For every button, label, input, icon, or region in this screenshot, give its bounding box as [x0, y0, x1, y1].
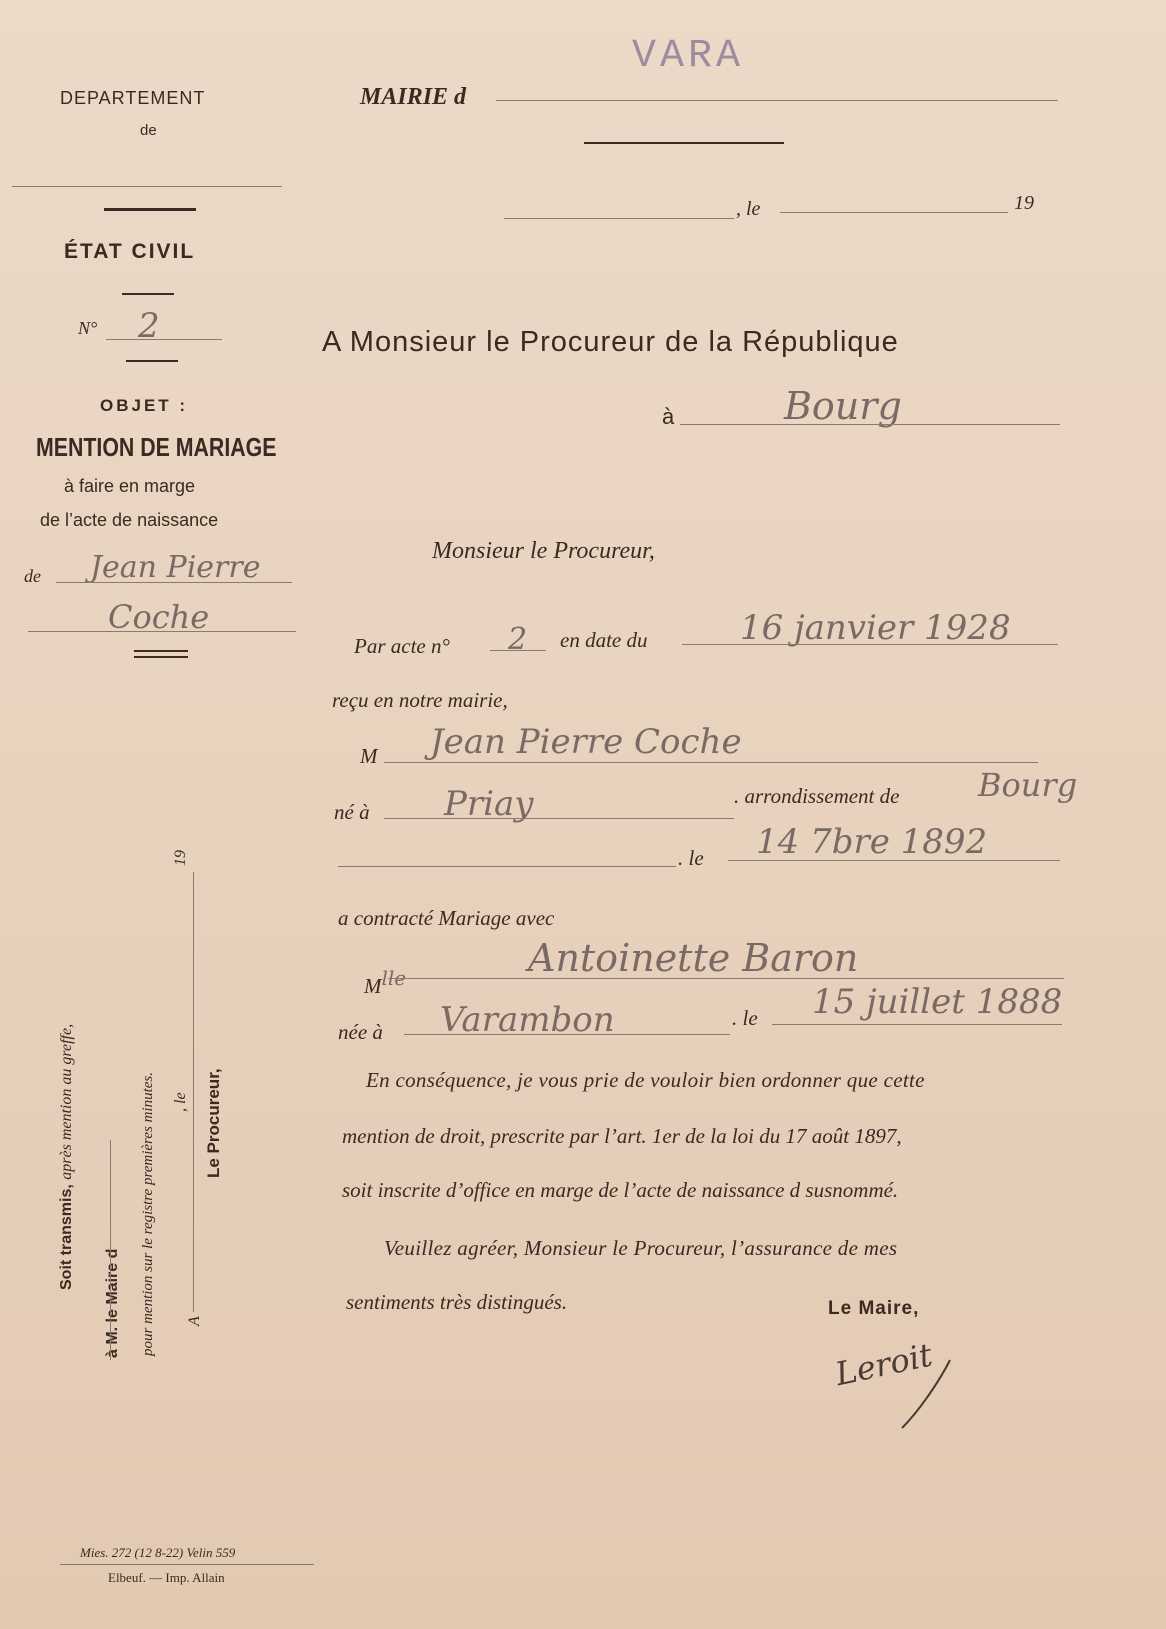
divider	[134, 650, 188, 652]
field-line	[496, 100, 1058, 101]
divider	[584, 142, 784, 144]
rotated-registre: pour mention sur le registre premières minutes.	[140, 1072, 156, 1356]
m-label: M	[360, 744, 378, 768]
field-line	[682, 644, 1058, 645]
name-line1: Jean Pierre	[90, 550, 261, 585]
divider	[126, 360, 178, 362]
mlle-label	[364, 966, 406, 999]
paragraph-line4: Veuillez agréer, Monsieur le Procureur, l’assurance de mes	[384, 1236, 898, 1260]
arrondissement-value: Bourg	[978, 766, 1078, 804]
paragraph-line5: sentiments très distingués.	[346, 1290, 568, 1314]
field-line	[384, 818, 734, 819]
de-name-label: de	[24, 566, 41, 586]
year-label: 19	[1014, 192, 1034, 214]
acte-number: 2	[508, 622, 528, 657]
print-code: Mies. 272 (12 8-22) Velin 559	[80, 1545, 236, 1560]
le-maire-label: Le Maire,	[828, 1298, 920, 1319]
le-bride-label: . le	[732, 1006, 758, 1030]
rotated-transmis	[58, 1024, 76, 1290]
field-line	[404, 1034, 730, 1035]
divider	[12, 186, 282, 187]
field-line	[504, 218, 734, 219]
town-stamp: VARA	[632, 34, 745, 79]
groom-name: Jean Pierre Coche	[430, 722, 742, 762]
mention-heading: MENTION DE MARIAGE	[36, 432, 277, 462]
numero-value: 2	[138, 306, 160, 346]
bride-date-value: 15 juillet 1888	[812, 982, 1063, 1022]
nee-a-label: née à	[338, 1020, 383, 1044]
field-line	[490, 650, 546, 651]
bride-place-value: Varambon	[440, 1000, 615, 1040]
rotated-procureur: Le Procureur,	[204, 1068, 223, 1178]
addressee: A Monsieur le Procureur de la République	[322, 326, 899, 358]
divider	[104, 208, 196, 211]
mayor-signature: Leroit	[832, 1335, 936, 1394]
field-line-vertical	[193, 872, 194, 1312]
paragraph-line1: En conséquence, je vous prie de vouloir bien ordonner que cette	[366, 1068, 925, 1092]
mairie-label: MAIRIE d	[360, 84, 467, 110]
birthplace-value: Priay	[444, 784, 534, 824]
field-line	[384, 762, 1038, 763]
arrondissement-label: . arrondissement de	[734, 784, 900, 808]
field-line	[388, 978, 1064, 979]
field-line	[338, 866, 676, 867]
field-line	[28, 631, 296, 632]
departement-label: DEPARTEMENT	[60, 88, 206, 108]
rotated-maire: à M. le Maire d	[104, 1248, 121, 1358]
etat-civil-heading: ÉTAT CIVIL	[64, 240, 196, 263]
acte-naissance-text: de l’acte de naissance	[40, 510, 219, 530]
field-line	[728, 860, 1060, 861]
field-line	[56, 582, 292, 583]
bride-name: Antoinette Baron	[528, 936, 859, 980]
rotated-transmis-bold: Soit transmis,	[58, 1184, 75, 1290]
ne-a-label: né à	[334, 800, 370, 824]
field-line	[106, 339, 222, 340]
rotated-a-label: A	[186, 1316, 203, 1326]
field-line	[680, 424, 1060, 425]
printer-name: Elbeuf. — Imp. Allain	[108, 1570, 225, 1585]
recu-text: reçu en notre mairie,	[332, 688, 508, 712]
le-birth-label: . le	[678, 846, 704, 870]
birthdate-value: 14 7bre 1892	[756, 822, 988, 862]
paragraph-line2: mention de droit, prescrite par l’art. 1er de la loi du 17 août 1897,	[342, 1124, 902, 1148]
divider	[122, 293, 174, 295]
salutation: Monsieur le Procureur,	[432, 538, 655, 564]
paragraph-line3: soit inscrite d’office en marge de l’acte de naissance d susnommé.	[342, 1178, 899, 1202]
a-label: à	[662, 404, 675, 429]
divider	[134, 656, 188, 658]
contracte-text: a contracté Mariage avec	[338, 906, 555, 930]
field-line	[772, 1024, 1062, 1025]
en-date-label: en date du	[560, 628, 648, 652]
mlle-m: M	[364, 974, 382, 998]
faire-marge-text: à faire en marge	[64, 476, 196, 496]
signature-flourish	[880, 1340, 980, 1440]
field-line	[780, 212, 1008, 213]
mlle-sup: lle	[381, 966, 407, 990]
field-line-vertical	[110, 1140, 111, 1360]
date-value: 16 janvier 1928	[740, 608, 1011, 648]
par-acte-label: Par acte n°	[354, 634, 450, 658]
rotated-year-label: 19	[172, 850, 189, 866]
city-value: Bourg	[784, 384, 902, 428]
objet-label: OBJET :	[100, 396, 189, 415]
rotated-le-label: , le	[172, 1092, 189, 1112]
name-line2: Coche	[108, 598, 210, 636]
rotated-transmis-italic: après mention au greffe,	[58, 1023, 75, 1180]
le-date-label: , le	[736, 198, 761, 220]
numero-label: N°	[78, 318, 98, 338]
divider	[60, 1564, 314, 1565]
de-label: de	[140, 122, 157, 139]
